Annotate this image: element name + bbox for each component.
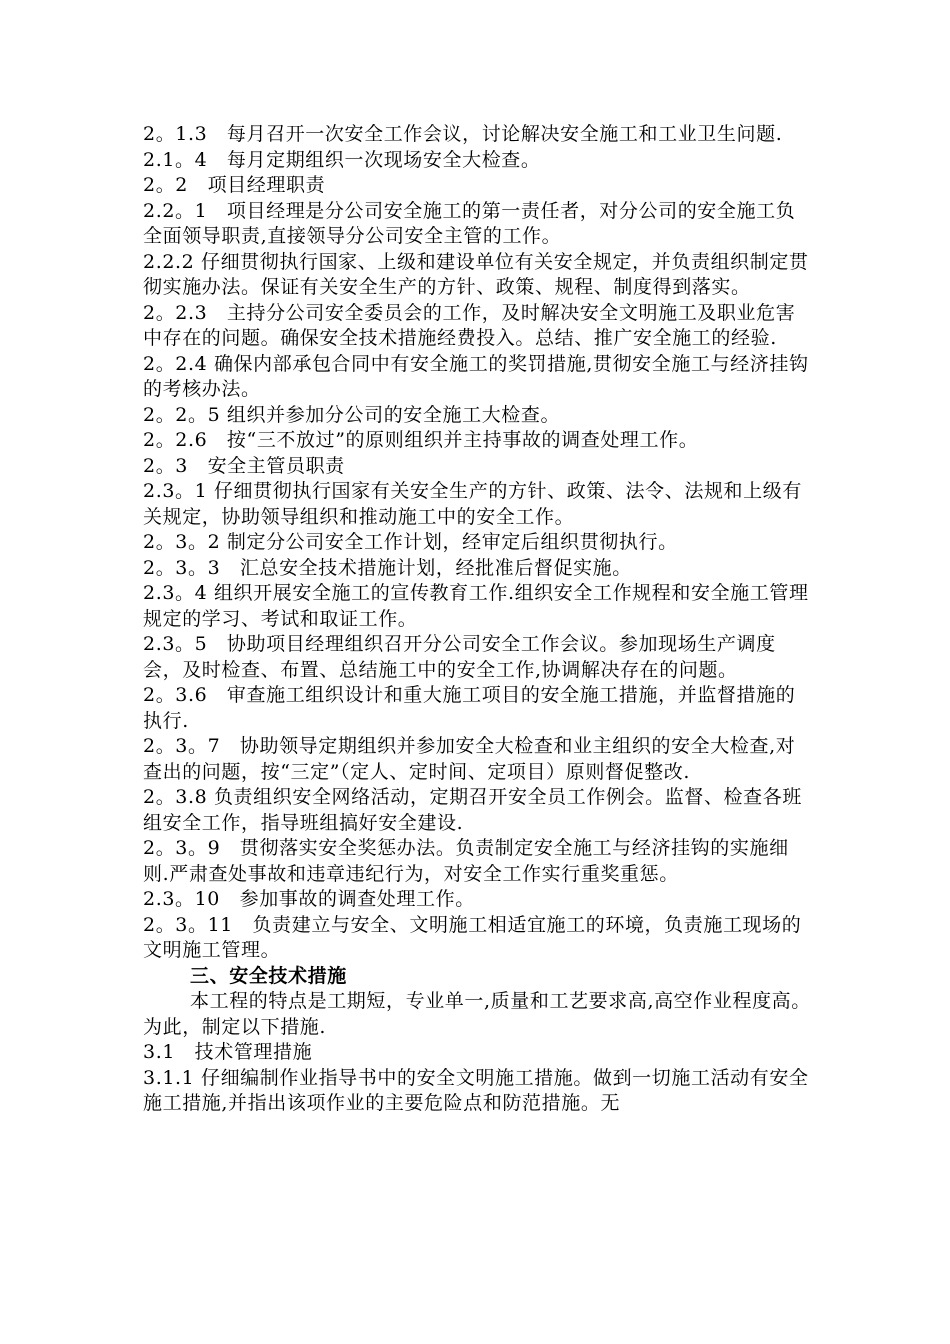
paragraph-2-3-2: 2。3。2 制定分公司安全工作计划，经审定后组织贯彻执行。 (143, 531, 678, 553)
paragraph-2-2-3: 2。2.3 主持分公司安全委员会的工作，及时解决安全文明施工及职业危害中存在的问题。确保安全技术措施经费投入。总结、推广安全施工的经验. (143, 301, 796, 349)
heading-2-3: 2。3 安全主管员职责 (143, 454, 345, 477)
paragraph-2-3-3: 2。3。3 汇总安全技术措施计划，经批准后督促实施。 (143, 556, 632, 579)
paragraph-2-2-4: 2。2.4 确保内部承包合同中有安全施工的奖罚措施,贯彻安全施工与经济挂钩的考核办法。 (143, 352, 809, 400)
paragraph-2-3-1: 2.3。1 仔细贯彻执行国家有关安全生产的方针、政策、法令、法规和上级有关规定，协助领导组织和推动施工中的安全工作。 (143, 480, 802, 528)
document-body (143, 122, 813, 1117)
paragraph-2-2-5: 2。2。5 组织并参加分公司的安全施工大检查。 (143, 403, 561, 426)
paragraph-2-3-5: 2.3。5 协助项目经理组织召开分公司安全工作会议。参加现场生产调度会，及时检查、布置、总结施工中的安全工作,协调解决存在的问题。 (143, 633, 776, 681)
subsection-heading: 3.1 技术管理措施 (143, 1041, 313, 1063)
paragraph-2-3-8: 2。3.8 负责组织安全网络活动，定期召开安全员工作例会。监督、检查各班组安全工作，指导班组搞好安全建设. (143, 786, 802, 834)
paragraph-2-3-9: 2。3。9 贯彻落实安全奖惩办法。负责制定安全施工与经济挂钩的实施细则.严肃查处事故和违章违纪行为，对安全工作实行重奖重惩。 (143, 837, 789, 885)
paragraph-2-1-4: 2.1。4 每月定期组织一次现场安全大检查。 (143, 148, 541, 171)
heading-2-2: 2。2 项目经理职责 (143, 174, 326, 196)
section-heading: 三、安全技术措施 (190, 964, 347, 987)
paragraph-3-1-1: 3.1.1 仔细编制作业指导书中的安全文明施工措施。做到一切施工活动有安全施工措施,并指出该项作业的主要危险点和防范措施。无 (143, 1066, 809, 1114)
paragraph-2-1-3: 2。1.3 每月召开一次安全工作会议，讨论解决安全施工和工业卫生问题. (143, 123, 783, 145)
paragraph-2-3-6: 2。3.6 审查施工组织设计和重大施工项目的安全施工措施，并监督措施的执行. (143, 684, 796, 732)
paragraph-2-3-10: 2.3。10 参加事故的调查处理工作。 (143, 888, 475, 910)
paragraph-2-3-11: 2。3。11 负责建立与安全、文明施工相适宜施工的环境，负责施工现场的文明施工管理。 (143, 913, 802, 961)
paragraph-2-3-4: 2.3。4 组织开展安全施工的宣传教育工作.组织安全工作规程和安全施工管理规定的学习、考试和取证工作。 (143, 582, 809, 630)
paragraph-2-2-2: 2.2.2 仔细贯彻执行国家、上级和建设单位有关安全规定，并负责组织制定贯彻实施办法。保证有关安全生产的方针、政策、规程、制度得到落实。 (143, 250, 809, 298)
paragraph-2-2-6: 2。2.6 按“三不放过”的原则组织并主持事故的调查处理工作。 (143, 429, 699, 451)
intro-paragraph: 本工程的特点是工期短，专业单一,质量和工艺要求高,高空作业程度高。为此，制定以下措施. (143, 990, 811, 1038)
paragraph-2-2-1: 2.2。1 项目经理是分公司安全施工的第一责任者，对分公司的安全施工负全面领导职责,直接领导分公司安全主管的工作。 (143, 199, 796, 247)
paragraph-2-3-7: 2。3。7 协助领导定期组织并参加安全大检查和业主组织的安全大检查,对查出的问题，按“三定”（定人、定时间、定项目）原则督促整改. (143, 735, 796, 783)
